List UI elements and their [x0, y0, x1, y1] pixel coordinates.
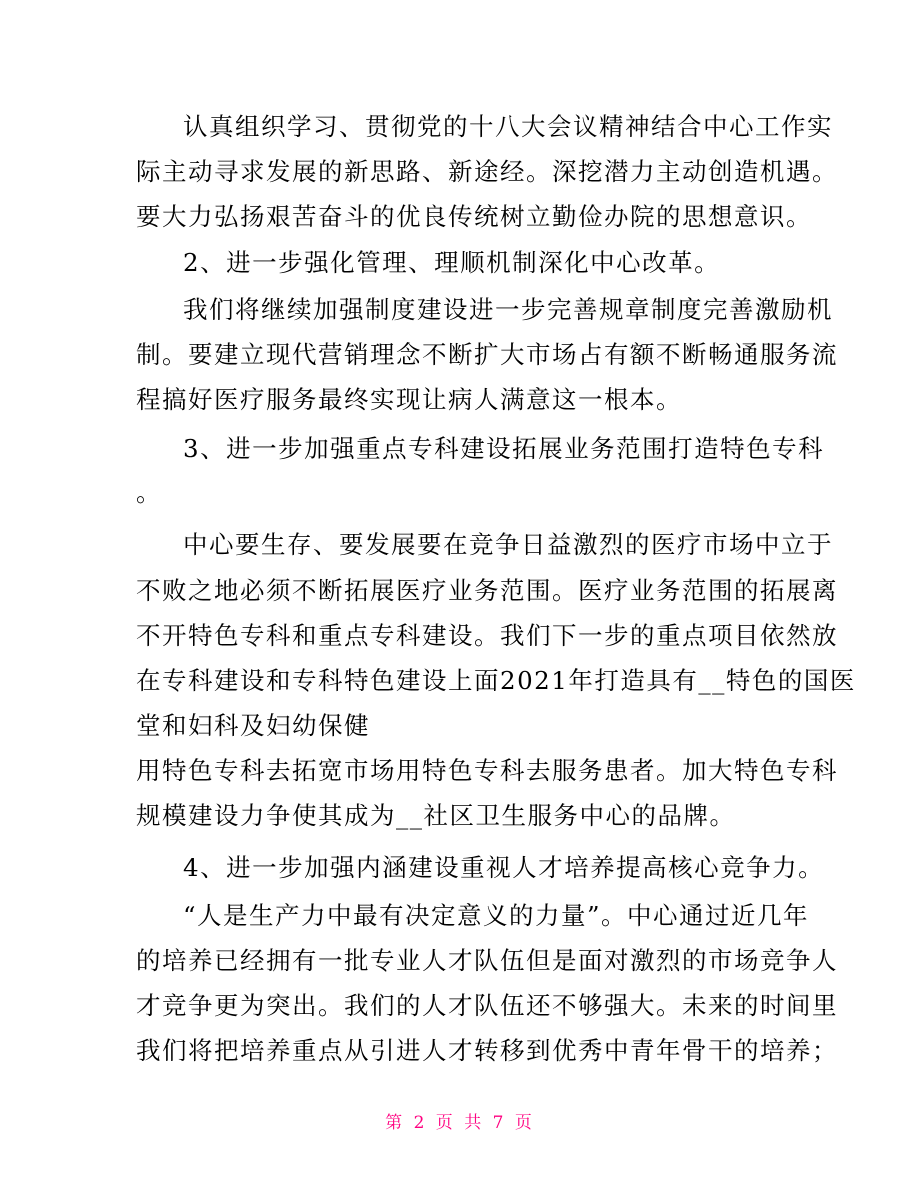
page-footer: 第 2 页 共 7 页 — [385, 1113, 535, 1133]
body-text-line: 认真组织学习、贯彻党的十八大会议精神结合中心工作实 — [183, 112, 833, 141]
body-text-line: 的培养已经拥有一批专业人才队伍但是面对激烈的市场竞争人 — [136, 946, 838, 975]
body-text-line: 我们将把培养重点从引进人才转移到优秀中青年骨干的培养； — [136, 1036, 838, 1065]
body-text-line: 我们将继续加强制度建设进一步完善规章制度完善激励机 — [183, 295, 833, 324]
section-heading: 3、进一步加强重点专科建设拓展业务范围打造特色专科 — [183, 434, 825, 463]
section-heading-continued: 。 — [136, 478, 162, 507]
body-text-line: “人是生产力中最有决定意义的力量”。中心通过近几年 — [183, 901, 810, 930]
body-text-line: 堂和妇科及妇幼保健 — [136, 711, 370, 740]
body-text-line: 程搞好医疗服务最终实现让病人满意这一根本。 — [136, 385, 682, 414]
section-heading: 4、进一步加强内涵建设重视人才培养提高核心竞争力。 — [183, 853, 825, 882]
body-text-line: 中心要生存、要发展要在竞争日益激烈的医疗市场中立于 — [183, 530, 833, 559]
body-text-line: 制。要建立现代营销理念不断扩大市场占有额不断畅通服务流 — [136, 340, 838, 369]
body-text-line: 才竞争更为突出。我们的人才队伍还不够强大。未来的时间里 — [136, 991, 838, 1020]
body-text-line: 在专科建设和专科特色建设上面2021年打造具有__特色的国医 — [136, 666, 856, 695]
section-heading: 2、进一步强化管理、理顺机制深化中心改革。 — [183, 248, 721, 277]
body-text-line: 要大力弘扬艰苦奋斗的优良传统树立勤俭办院的思想意识。 — [136, 202, 812, 231]
body-text-line: 规模建设力争使其成为__社区卫生服务中心的品牌。 — [136, 801, 736, 830]
body-text-line: 用特色专科去拓宽市场用特色专科去服务患者。加大特色专科 — [136, 756, 838, 785]
body-text-line: 不开特色专科和重点专科建设。我们下一步的重点项目依然放 — [136, 621, 838, 650]
body-text-line: 不败之地必须不断拓展医疗业务范围。医疗业务范围的拓展离 — [136, 576, 838, 605]
body-text-line: 际主动寻求发展的新思路、新途经。深挖潜力主动创造机遇。 — [136, 157, 838, 186]
